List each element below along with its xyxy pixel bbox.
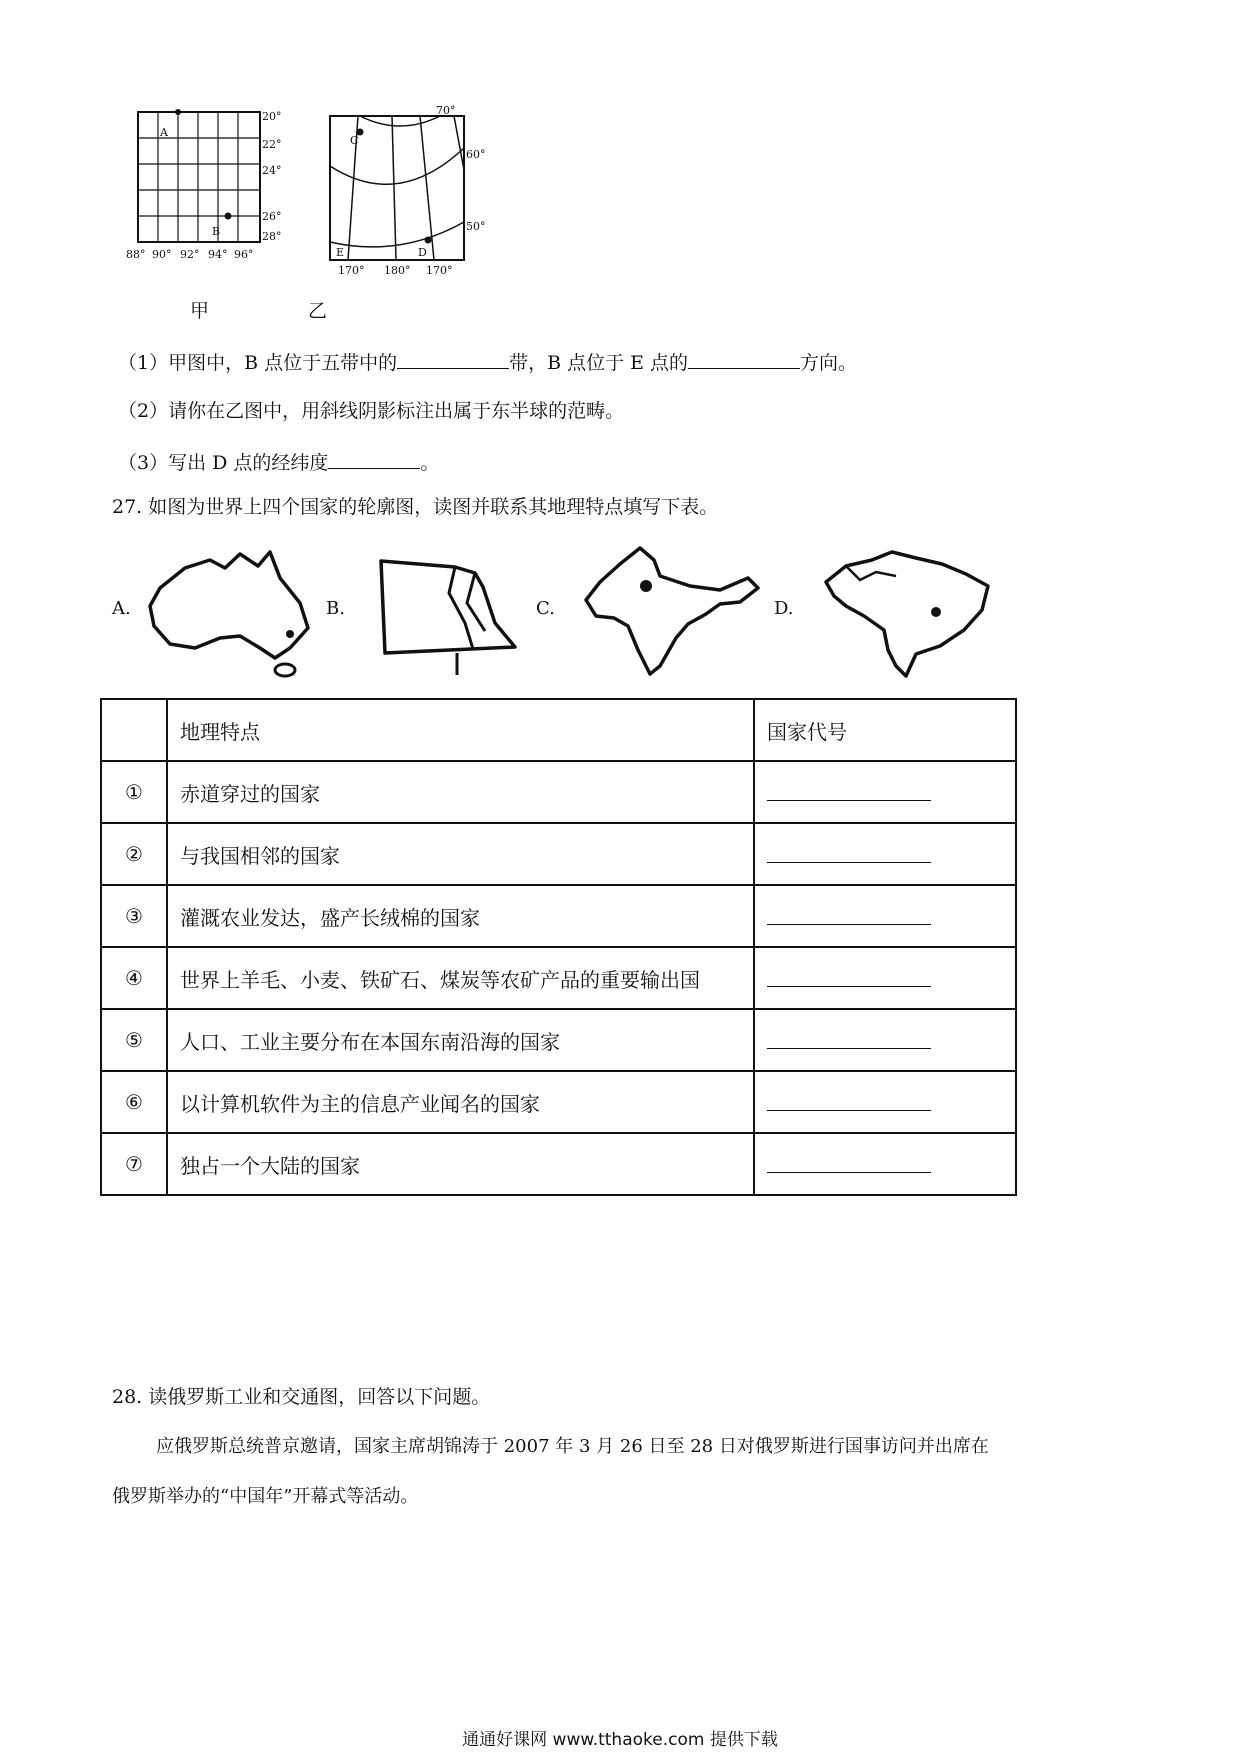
- svg-text:60°: 60°: [466, 148, 486, 161]
- figure-jia-caption: 甲: [190, 300, 210, 322]
- table-row: ⑥ 以计算机软件为主的信息产业闻名的国家: [101, 1071, 1016, 1133]
- q26-sub1: （1）甲图中，B 点位于五带中的 带，B 点位于 E 点的 方向。: [118, 348, 857, 376]
- svg-text:50°: 50°: [466, 220, 486, 233]
- q28-para-line1: 应俄罗斯总统普京邀请，国家主席胡锦涛于 2007 年 3 月 26 日至 28 日对俄罗斯进行国事访问并出席在: [156, 1436, 989, 1457]
- table-row: ② 与我国相邻的国家: [101, 823, 1016, 885]
- point-c-label: C: [350, 134, 359, 147]
- svg-text:70°: 70°: [436, 104, 456, 117]
- svg-text:96°: 96°: [234, 248, 254, 261]
- brazil-outline: [816, 544, 996, 688]
- svg-text:24°: 24°: [262, 164, 282, 177]
- country-label-b: B.: [326, 598, 345, 619]
- svg-text:94°: 94°: [208, 248, 228, 261]
- india-outline: [580, 542, 770, 686]
- svg-text:92°: 92°: [180, 248, 200, 261]
- svg-text:28°: 28°: [262, 230, 282, 243]
- svg-text:170°: 170°: [338, 264, 365, 277]
- table-header-row: [101, 699, 1016, 761]
- country-label-c: C.: [536, 598, 555, 619]
- table-row: ① 赤道穿过的国家: [101, 761, 1016, 823]
- q27-table: [100, 698, 1017, 1196]
- table-row: ⑦ 独占一个大陆的国家: [101, 1133, 1016, 1195]
- header-feature: 地理特点: [167, 699, 754, 761]
- page-footer: 通通好课网 www.tthaoke.com 提供下载: [462, 1730, 778, 1750]
- svg-text:20°: 20°: [262, 110, 282, 123]
- q26-sub3: （3）写出 D 点的经纬度 。: [118, 448, 439, 476]
- q28-stem: 28. 读俄罗斯工业和交通图，回答以下问题。: [112, 1386, 491, 1408]
- answer-blank[interactable]: [767, 778, 931, 801]
- figure-yi-polar-grid: [320, 100, 490, 280]
- svg-text:180°: 180°: [384, 264, 411, 277]
- country-label-a: A.: [112, 598, 131, 619]
- q26-sub2: （2）请你在乙图中，用斜线阴影标注出属于东半球的范畴。: [118, 400, 625, 422]
- q26-blank-direction[interactable]: [688, 348, 800, 369]
- q27-stem: 27. 如图为世界上四个国家的轮廓图，读图并联系其地理特点填写下表。: [112, 496, 719, 518]
- australia-outline: [140, 548, 320, 682]
- table-row: ⑤ 人口、工业主要分布在本国东南沿海的国家: [101, 1009, 1016, 1071]
- point-a-label: A: [160, 126, 168, 139]
- answer-blank[interactable]: [767, 840, 931, 863]
- svg-text:170°: 170°: [426, 264, 453, 277]
- q26-blank-coordinates[interactable]: [328, 448, 420, 469]
- egypt-outline: [375, 553, 535, 687]
- answer-blank[interactable]: [767, 1026, 931, 1049]
- point-b-label: B: [212, 225, 221, 238]
- q28-para-line2: 俄罗斯举办的“中国年”开幕式等活动。: [112, 1486, 419, 1507]
- q26-blank-zone[interactable]: [397, 348, 509, 369]
- point-d-label: D: [418, 246, 427, 259]
- svg-text:22°: 22°: [262, 138, 282, 151]
- point-e-label: E: [336, 246, 345, 259]
- answer-blank[interactable]: [767, 902, 931, 925]
- svg-text:90°: 90°: [152, 248, 172, 261]
- answer-blank[interactable]: [767, 964, 931, 987]
- table-row: ③ 灌溉农业发达，盛产长绒棉的国家: [101, 885, 1016, 947]
- answer-blank[interactable]: [767, 1150, 931, 1173]
- figure-jia-grid: [126, 108, 300, 268]
- answer-blank[interactable]: [767, 1088, 931, 1111]
- figure-yi-caption: 乙: [308, 300, 328, 322]
- header-code: 国家代号: [754, 699, 1016, 761]
- table-row: ④ 世界上羊毛、小麦、铁矿石、煤炭等农矿产品的重要输出国: [101, 947, 1016, 1009]
- country-label-d: D.: [774, 598, 794, 619]
- svg-text:26°: 26°: [262, 210, 282, 223]
- svg-text:88°: 88°: [126, 248, 146, 261]
